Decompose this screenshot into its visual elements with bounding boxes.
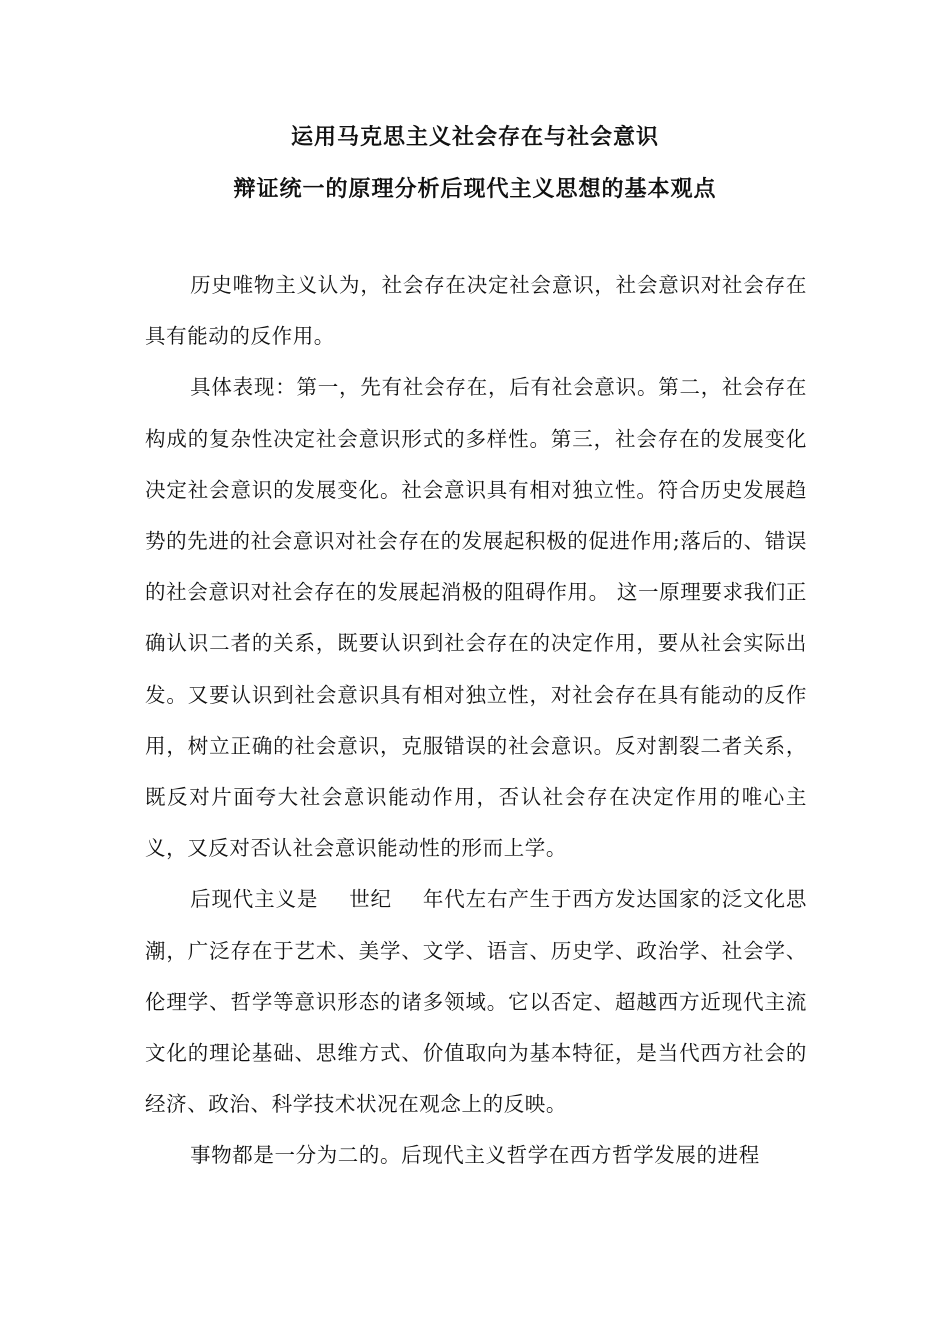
paragraph-3-part-2: 世纪 [348, 887, 392, 912]
document-title [0, 112, 950, 216]
paragraph-2: 具体表现：第一，先有社会存在，后有社会意识。第二，社会存在构成的复杂性决定社会意识形式的多样性。第三，社会存在的发展变化决定社会意识的发展变化。社会意识具有相对独立性。符合历史发展趋势的先进的社会意识对社会存在的发展起积极的促进作用;落后的、错误的社会意识对社会存在的发展起消极的阻碍作用。 这一原理要求我们正确认识二者的关系，既要认识到社会存在的决定作用，要从社会实际出发。又要认识到社会意识具有相对独立性，对社会存在具有能动的反作用，树立正确的社会意识，克服错误的社会意识。反对割裂二者关系，既反对片面夸大社会意识能动作用，否认社会存在决定作用的唯心主义，又反对否认社会意识能动性的形而上学。 [145, 375, 807, 861]
paragraph-4: 事物都是一分为二的。后现代主义哲学在西方哲学发展的进程 [190, 1143, 760, 1168]
paragraph-3-part-1: 后现代主义是 [190, 887, 319, 912]
title-line-1: 运用马克思主义社会存在与社会意识 [290, 125, 659, 150]
document-body [145, 260, 807, 1182]
paragraph-3 [145, 874, 807, 1130]
paragraph-3-part-3: 年代左右产生于西方发达国家的泛文化思潮，广泛存在于艺术、美学、文学、语言、历史学、政治学、社会学、伦理学、哲学等意识形态的诸多领域。它以否定、超越西方近现代主流文化的理论基础、思维方式、价值取向为基本特征，是当代西方社会的经济、政治、科学技术状况在观念上的反映。 [145, 887, 807, 1117]
paragraph-1: 历史唯物主义认为，社会存在决定社会意识，社会意识对社会存在具有能动的反作用。 [145, 273, 807, 349]
title-line-2: 辩证统一的原理分析后现代主义思想的基本观点 [233, 177, 717, 202]
